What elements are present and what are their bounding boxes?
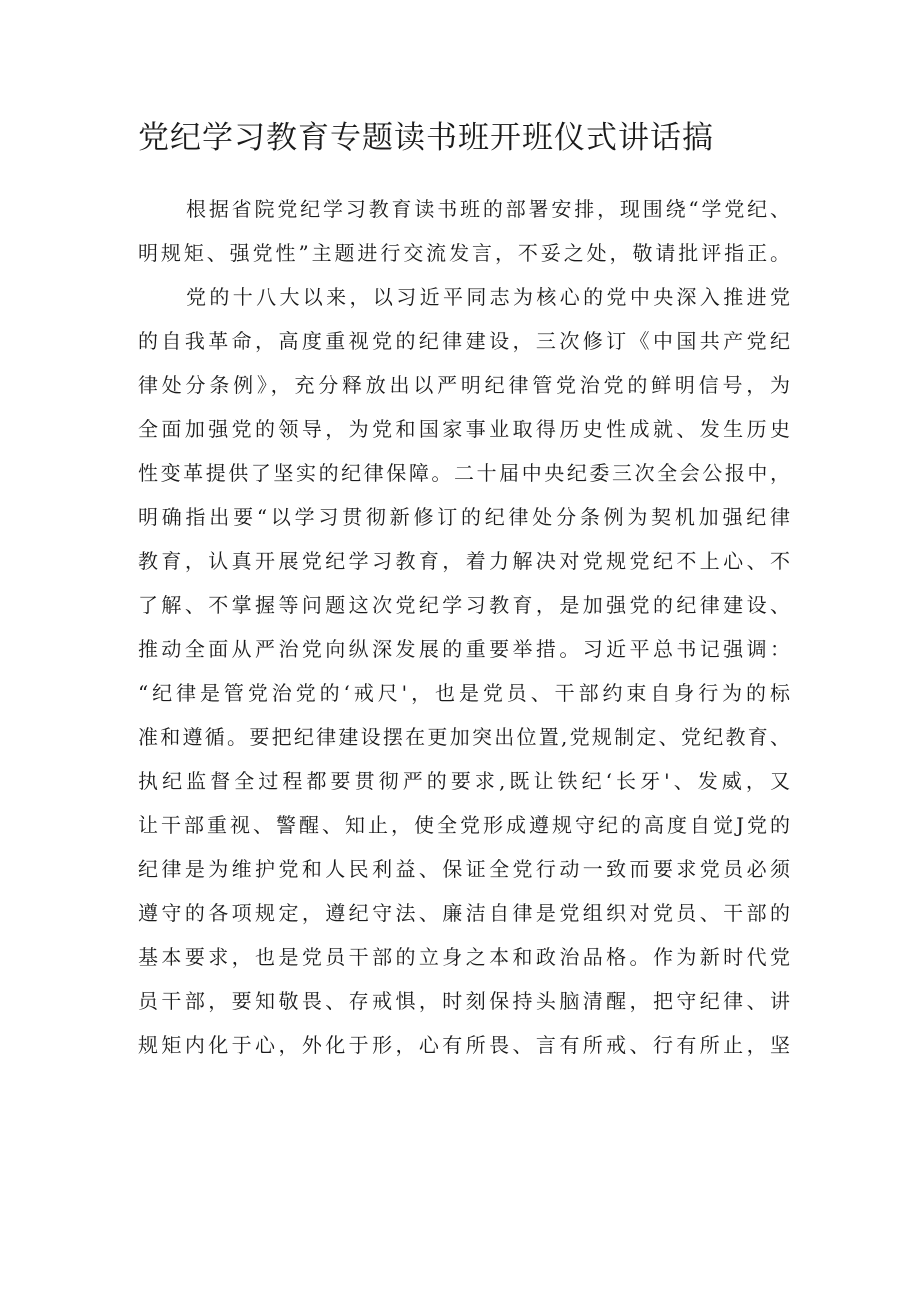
- paragraph-line: 基本要求，也是党员干部的立身之本和政治品格。作为新时代党: [138, 945, 790, 969]
- paragraph-line: 明规矩、强党性”主题进行交流发言，不妥之处，敬请批评指正。: [138, 241, 790, 265]
- paragraph-line: 推动全面从严治党向纵深发展的重要举措。习近平总书记强调：: [138, 637, 790, 661]
- paragraph-line: 性变革提供了坚实的纪律保障。二十届中央纪委三次全会公报中，: [138, 461, 790, 485]
- paragraph-line: 教育，认真开展党纪学习教育，着力解决对党规党纪不上心、不: [138, 549, 790, 573]
- paragraph-line: “纪律是管党治党的‘戒尺'，也是党员、干部约束自身行为的标: [138, 681, 790, 705]
- paragraph-line: 让干部重视、警醒、知止，使全党形成遵规守纪的高度自觉J党的: [138, 813, 790, 837]
- paragraph-line: 明确指出要“以学习贯彻新修订的纪律处分条例为契机加强纪律: [138, 505, 790, 529]
- paragraph-line: 了解、不掌握等问题这次党纪学习教育，是加强党的纪律建设、: [138, 593, 790, 617]
- paragraph-line: 全面加强党的领导，为党和国家事业取得历史性成就、发生历史: [138, 417, 790, 441]
- paragraph-line: 根据省院党纪学习教育读书班的部署安排，现围绕“学党纪、: [186, 197, 790, 221]
- paragraph-line: 纪律是为维护党和人民利益、保证全党行动一致而要求党员必须: [138, 857, 790, 881]
- paragraph-line: 的自我革命，高度重视党的纪律建设，三次修订《中国共产党纪: [138, 329, 790, 353]
- document-body: [138, 187, 790, 1067]
- paragraph-line: 执纪监督全过程都要贯彻严的要求,既让铁纪‘长牙'、发威，又: [138, 769, 790, 793]
- paragraph-line: 党的十八大以来，以习近平同志为核心的党中央深入推进党: [186, 285, 790, 309]
- document-title: 党纪学习教育专题读书班开班仪式讲话搞: [138, 120, 714, 156]
- paragraph-line: 准和遵循。要把纪律建设摆在更加突出位置,党规制定、党纪教育、: [138, 725, 790, 749]
- paragraph-line: 规矩内化于心，外化于形，心有所畏、言有所戒、行有所止，坚: [138, 1033, 790, 1057]
- paragraph-line: 律处分条例》，充分释放出以严明纪律管党治党的鲜明信号，为: [138, 373, 790, 397]
- paragraph-line: 遵守的各项规定，遵纪守法、廉洁自律是党组织对党员、干部的: [138, 901, 790, 925]
- paragraph-line: 员干部，要知敬畏、存戒惧，时刻保持头脑清醒，把守纪律、讲: [138, 989, 790, 1013]
